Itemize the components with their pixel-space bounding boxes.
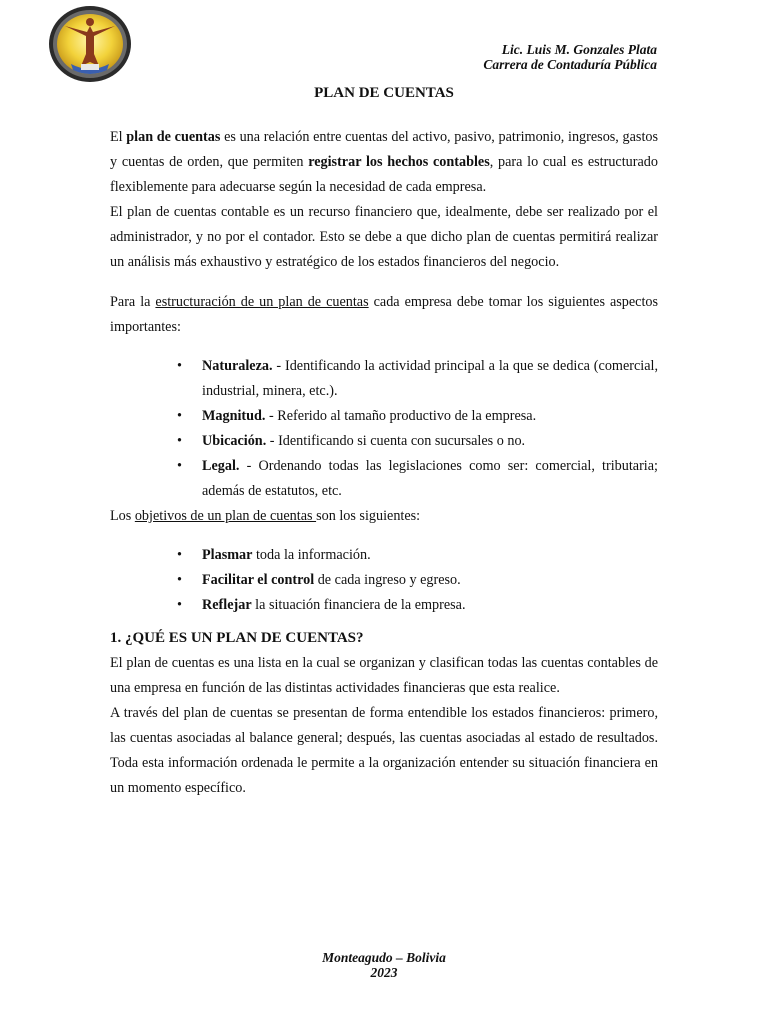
intro-paragraph: El plan de cuentas es una relación entre cuentas del activo, pasivo, patrimonio, ingresos, gastos y cuentas de orden, que permiten registrar los hechos contables, para lo cual es estructurado flexiblemente para adecuarse según la necesidad de cada empresa. bbox=[110, 129, 659, 195]
list-item: • Ubicación. - Identificando si cuenta con sucursales o no. bbox=[177, 433, 526, 449]
objectives-paragraph: Los objetivos de un plan de cuentas son los siguientes: bbox=[110, 508, 421, 524]
section-paragraph-2: A través del plan de cuentas se presentan de forma entendible los estados financieros: primero, las cuentas asociadas al balance general; después, las cuentas asociadas al estado de resultados. Toda esta información ordenada le permite a la organización entender su situación financiera en un momento específico. bbox=[110, 705, 658, 796]
structuring-paragraph: Para la estructuración de un plan de cuentas cada empresa debe tomar los siguientes aspectos importantes: bbox=[110, 294, 659, 335]
objectives-list bbox=[110, 543, 658, 618]
list-item: • Legal. - Ordenando todas las legislaciones como ser: comercial, tributaria; además de estatutos, etc. bbox=[177, 458, 658, 499]
objectives-link[interactable]: objetivos de un plan de cuentas bbox=[134, 508, 317, 524]
section-heading: 1. ¿QUÉ ES UN PLAN DE CUENTAS? bbox=[110, 630, 364, 646]
structuring-link[interactable]: estructuración de un plan de cuentas bbox=[155, 294, 369, 310]
list-item: • Reflejar la situación financiera de la empresa. bbox=[177, 597, 466, 613]
program-name: Carrera de Contaduría Pública bbox=[483, 57, 657, 72]
term-registrar: registrar los hechos contables bbox=[308, 154, 490, 170]
document-header bbox=[483, 42, 657, 72]
intro-paragraph-2: El plan de cuentas contable es un recurso financiero que, idealmente, debe ser realizado por el administrador, y no por el contador. Esto se debe a que dicho plan de cuentas permitirá realizar un análisis más exhaustivo y estratégico de los estados financieros del negocio. bbox=[110, 204, 658, 270]
footer-place: Monteagudo – Bolivia bbox=[322, 950, 446, 965]
footer-year: 2023 bbox=[370, 965, 398, 980]
list-item: • Magnitud. - Referido al tamaño productivo de la empresa. bbox=[177, 408, 537, 424]
document-body bbox=[110, 125, 658, 801]
term-plan-de-cuentas: plan de cuentas bbox=[126, 129, 221, 145]
section-paragraph-1: El plan de cuentas es una lista en la cual se organizan y clasifican todas las cuentas contables de una empresa en función de las distintas actividades financieras que esta realice. bbox=[110, 655, 658, 696]
page-title: PLAN DE CUENTAS bbox=[314, 85, 454, 101]
university-seal-icon bbox=[47, 4, 133, 84]
structuring-list bbox=[110, 354, 658, 504]
list-item: • Plasmar toda la información. bbox=[177, 547, 371, 563]
list-item: • Facilitar el control de cada ingreso y egreso. bbox=[177, 572, 461, 588]
author-name: Lic. Luis M. Gonzales Plata bbox=[501, 42, 657, 57]
list-item: • Naturaleza. - Identificando la actividad principal a la que se dedica (comercial, industrial, minera, etc.). bbox=[177, 358, 658, 399]
document-footer bbox=[0, 950, 768, 980]
